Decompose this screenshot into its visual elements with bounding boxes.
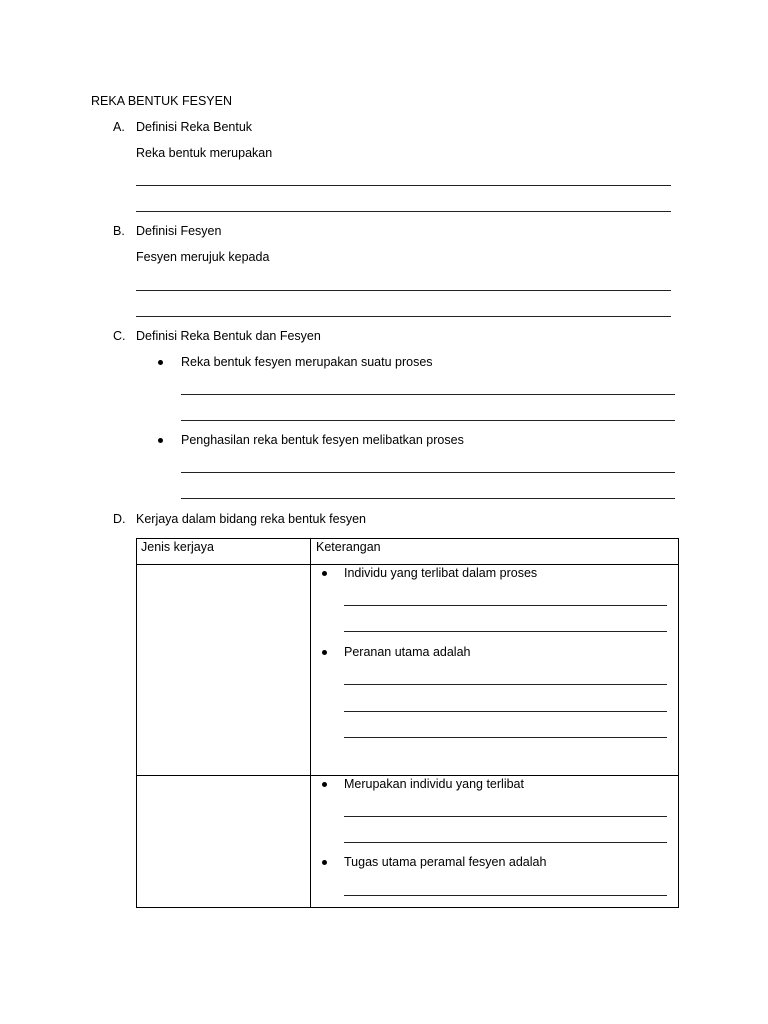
answer-line[interactable] [136,290,671,291]
table-border-bottom [136,907,679,908]
answer-line[interactable] [344,684,667,685]
table-row-1-career-cell[interactable] [137,565,310,775]
answer-line[interactable] [136,316,671,317]
bullet-icon [322,782,327,787]
answer-line[interactable] [344,631,667,632]
bullet-icon [322,571,327,576]
row-2-bullet-2: Tugas utama peramal fesyen adalah [344,855,547,869]
bullet-icon [158,438,163,443]
section-a-prompt: Reka bentuk merupakan [136,146,273,160]
page-title: REKA BENTUK FESYEN [91,94,233,108]
section-c-bullet-2: Penghasilan reka bentuk fesyen melibatkan proses [181,433,464,447]
section-b-heading: Definisi Fesyen [136,224,222,238]
section-a-heading: Definisi Reka Bentuk [136,120,253,134]
row-1-bullet-2: Peranan utama adalah [344,645,471,659]
table-border-right [678,538,679,908]
answer-line[interactable] [136,185,671,186]
table-row-2-career-cell[interactable] [137,776,310,907]
bullet-icon [158,360,163,365]
table-border-top [136,538,679,539]
answer-line[interactable] [344,816,667,817]
table-header-jenis-kerjaya: Jenis kerjaya [141,540,214,554]
answer-line[interactable] [181,420,675,421]
answer-line[interactable] [344,711,667,712]
answer-line[interactable] [344,842,667,843]
section-c-heading: Definisi Reka Bentuk dan Fesyen [136,329,321,343]
table-header-keterangan: Keterangan [316,540,381,554]
answer-line[interactable] [181,394,675,395]
section-d-marker: D. [113,512,126,526]
answer-line[interactable] [344,895,667,896]
answer-line[interactable] [181,498,675,499]
row-1-bullet-1: Individu yang terlibat dalam proses [344,566,538,580]
section-b-prompt: Fesyen merujuk kepada [136,250,270,264]
answer-line[interactable] [344,605,667,606]
section-c-marker: C. [113,329,126,343]
answer-line[interactable] [344,737,667,738]
answer-line[interactable] [136,211,671,212]
table-column-divider [310,538,311,908]
bullet-icon [322,650,327,655]
section-d-heading: Kerjaya dalam bidang reka bentuk fesyen [136,512,367,526]
row-2-bullet-1: Merupakan individu yang terlibat [344,777,524,791]
section-a-marker: A. [113,120,125,134]
bullet-icon [322,860,327,865]
section-c-bullet-1: Reka bentuk fesyen merupakan suatu proses [181,355,433,369]
answer-line[interactable] [181,472,675,473]
section-b-marker: B. [113,224,125,238]
